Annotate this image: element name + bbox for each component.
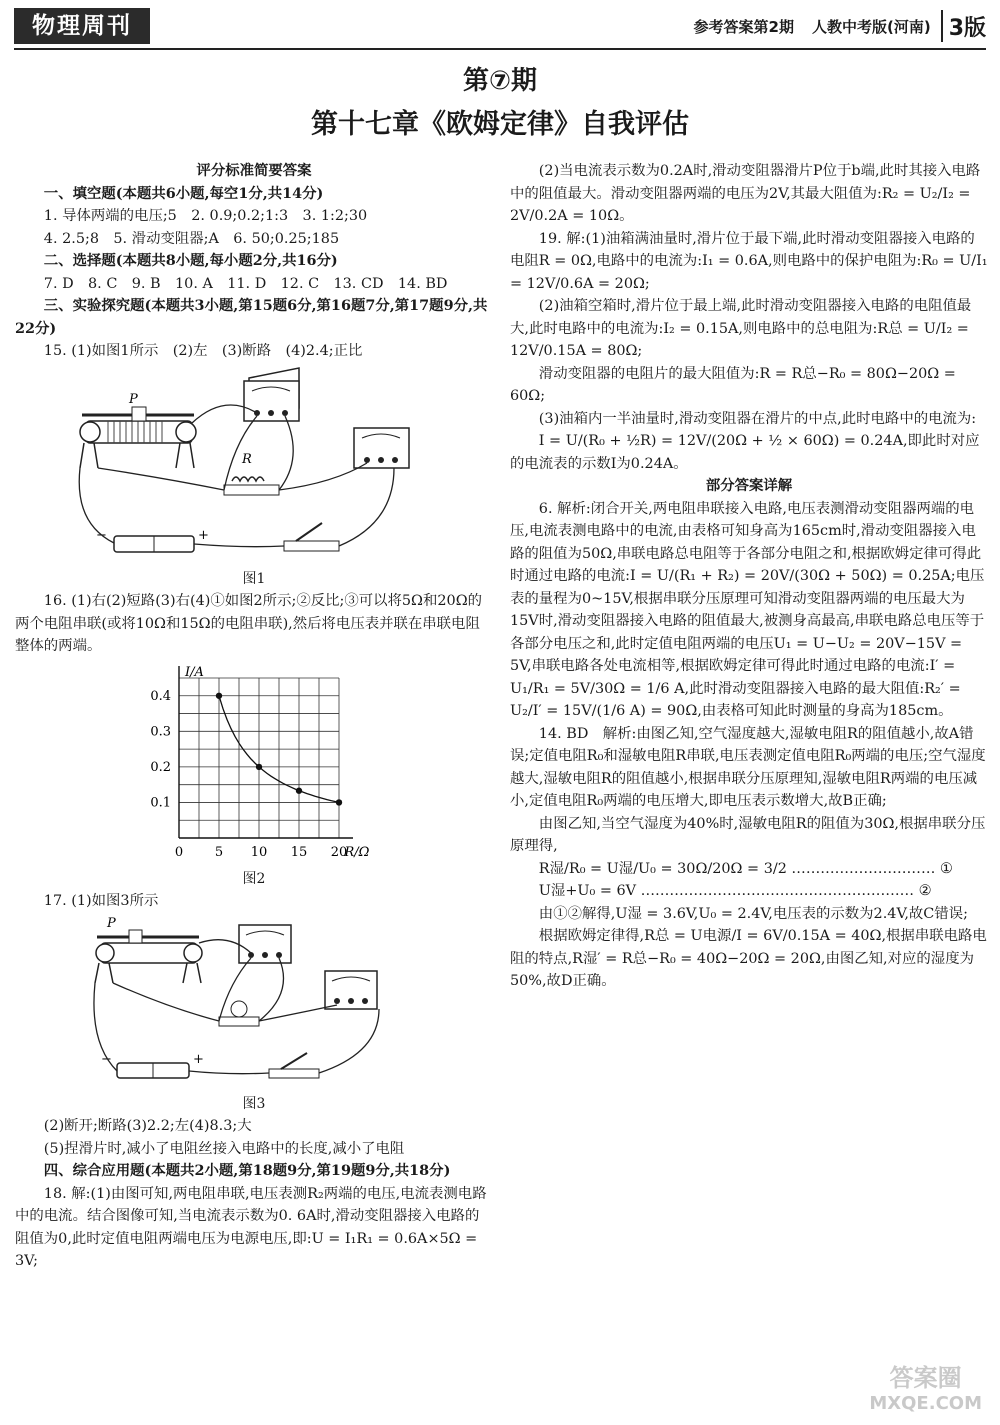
ammeter-icon bbox=[325, 971, 377, 1009]
issue-title: 第⑦期 bbox=[462, 66, 537, 96]
equation-1: R湿/R₀ = U湿/U₀ = 30Ω/20Ω = 3/2 ………………………… ① bbox=[538, 860, 953, 877]
y-tick-label: 0.2 bbox=[150, 759, 171, 775]
left-column bbox=[15, 160, 493, 1273]
header-rule bbox=[14, 48, 986, 50]
header-info bbox=[694, 8, 986, 44]
figure-3-caption: 图3 bbox=[242, 1095, 266, 1112]
voltmeter-icon bbox=[244, 368, 299, 421]
answer-q17b: (2)断开;断路(3)2.2;左(4)8.3;大 bbox=[43, 1118, 252, 1134]
label-p: P bbox=[107, 915, 116, 931]
explain-q14-c: 由①②解得,U湿 = 3.6V,U₀ = 2.4V,电压表的示数为2.4V,故C错误; bbox=[538, 905, 968, 922]
answer-line: 1. 导体两端的电压;5 2. 0.9;0.2;1:3 3. 1:2;30 bbox=[43, 208, 368, 224]
answer-q17: 17. (1)如图3所示 bbox=[43, 893, 159, 909]
y-axis-label: I/A bbox=[185, 664, 204, 680]
answer-line: 4. 2.5;8 5. 滑动变阻器;A 6. 50;0.25;185 bbox=[43, 230, 340, 247]
header-divider bbox=[941, 10, 943, 42]
voltmeter-icon bbox=[239, 925, 291, 963]
answer-q16: 16. (1)右(2)短路(3)右(4)①如图2所示;②反比;③可以将5Ω和20Ω的两个电阻串联(或将10Ω和15Ω的电阻串联),然后将电压表并联在串联电阻整体的两端。 bbox=[15, 593, 483, 654]
page-header bbox=[14, 8, 986, 44]
section-application: 四、综合应用题(本题共2小题,第18题9分,第19题9分,共18分) bbox=[43, 1162, 451, 1179]
figure-1-caption: 图1 bbox=[242, 570, 266, 587]
switch-icon bbox=[269, 1053, 319, 1078]
figure-2-caption: 图2 bbox=[242, 870, 266, 887]
y-tick-label: 0.1 bbox=[150, 794, 171, 810]
right-column bbox=[510, 160, 988, 993]
sub-heading: 部分答案详解 bbox=[705, 477, 793, 494]
section-experiment: 三、实验探究题(本题共3小题,第15题6分,第16题7分,第17题9分,共22分) bbox=[15, 297, 488, 337]
x-axis-label: R/Ω bbox=[344, 844, 369, 860]
ammeter-icon bbox=[354, 428, 409, 468]
switch-icon bbox=[284, 523, 339, 551]
answer-q17c: (5)捏滑片时,减小了电阻丝接入电路中的长度,减小了电阻 bbox=[43, 1140, 405, 1157]
data-point bbox=[336, 799, 342, 805]
data-point bbox=[256, 763, 262, 769]
label-minus: − bbox=[101, 1051, 112, 1067]
watermark-line1: 答案圈 bbox=[889, 1364, 962, 1392]
answer-line: 15. (1)如图1所示 (2)左 (3)断路 (4)2.4;正比 bbox=[43, 343, 363, 359]
answer-q19-max: 滑动变阻器的电阻片的最大阻值为:R = R总−R₀ = 80Ω−20Ω = 60Ω; bbox=[510, 365, 956, 404]
answer-q19-formula: I = U/(R₀ + ½R) = 12V/(20Ω + ½ × 60Ω) = 0.24A,即此时对应的电流表的示数I为0.24A。 bbox=[510, 433, 980, 472]
chapter-title: 第十七章《欧姆定律》自我评估 bbox=[311, 109, 689, 140]
answer-line: 7. D 8. C 9. B 10. A 11. D 12. C 13. CD 14. BD bbox=[43, 275, 448, 292]
x-tick-label: 20 bbox=[330, 844, 348, 860]
x-tick-label: 5 bbox=[214, 844, 224, 860]
battery-icon bbox=[117, 1063, 189, 1078]
figure-3-circuit bbox=[89, 913, 419, 1093]
watermark bbox=[869, 1365, 982, 1417]
figure-1-circuit bbox=[74, 363, 434, 568]
label-p: P bbox=[129, 391, 138, 407]
equation-2: U湿+U₀ = 6V ………………………………………………… ② bbox=[538, 883, 932, 899]
battery-icon bbox=[114, 536, 194, 552]
brand-label: 物理周刊 bbox=[14, 8, 150, 44]
label-r: R bbox=[242, 451, 252, 467]
section-heading: 评分标准简要答案 bbox=[196, 162, 312, 179]
section-fill-blank: 一、填空题(本题共6小题,每空1分,共14分) bbox=[43, 184, 324, 202]
watermark-line2: MXQE.COM bbox=[869, 1393, 982, 1414]
data-point bbox=[216, 692, 222, 698]
lamp-icon bbox=[219, 1001, 259, 1026]
label-plus: + bbox=[193, 1051, 204, 1067]
explain-q14-b: 由图乙知,当空气湿度为40%时,湿敏电阻R的阻值为30Ω,根据串联分压原理得, bbox=[510, 815, 986, 854]
answer-q19-part3: (3)油箱内一半油量时,滑动变阻器在滑片的中点,此时电路中的电流为: bbox=[538, 410, 977, 427]
answer-q19-part1: 19. 解:(1)油箱满油量时,滑片位于最下端,此时滑动变阻器接入电路的电阻R = 0Ω,电路中的电流为:I₁ = 0.6A,则电路中的保护电阻为:R₀ = U/I₁ = 12V/0.6A = 20Ω; bbox=[510, 230, 988, 292]
explain-q14-d: 根据欧姆定律得,R总 = U电源/I = 6V/0.15A = 40Ω,根据串联电路电阻的特点,R湿′ = R总−R₀ = 40Ω−20Ω = 20Ω,由图乙知,对应的湿度为50%,故D正确。 bbox=[510, 928, 987, 989]
resistor-icon bbox=[224, 477, 279, 495]
y-tick-label: 0.4 bbox=[150, 688, 171, 704]
answer-q19-part2: (2)油箱空箱时,滑片位于最上端,此时滑动变阻器接入电路的电阻值最大,此时电路中的电流为:I₂ = 0.15A,则电路中的总电阻为:R总 = U/I₂ = 12V/0.15A = 80Ω; bbox=[510, 298, 972, 359]
section-choice: 二、选择题(本题共8小题,每小题2分,共16分) bbox=[43, 252, 338, 269]
explain-q14: 14. BD 解析:由图乙知,空气湿度越大,湿敏电阻R的阻值越小,故A错误;定值电阻R₀和湿敏电阻R串联,电压表测定值电阻R₀两端的电压;空气湿度越大,湿敏电阻R的阻值越小,根据串联分压原理知,湿敏电阻R两端的电压减小,定值电阻R₀两端的电压增大,即电压表示数增大,故B正确; bbox=[510, 725, 986, 809]
figure-2-chart bbox=[139, 658, 369, 868]
explain-q6: 6. 解析:闭合开关,两电阻串联接入电路,电压表测滑动变阻器两端的电压,电流表测电路中的电流,由表格可知身高为165cm时,滑动变阻器接入电路的阻值为50Ω,串联电路总电阻等于各部分电阻之和,根据欧姆定律可得此时通过电路的电流:I = U/(R₁ + R₂) = 20V/(30Ω + 50Ω) = 0.25A;电压表的量程为0~15V,根据串联分压原理可知滑动变阻器两端的电压最大为15V时,滑动变阻器接入电路的阻值最大,被测身高最高,串联电路总电压等于各部分电压之和,此时定值电阻两端的电压U₁ = U−U₂ = 20V−15V = 5V,串联电路各处电流相等,根据欧姆定律可得此时通过电路的电流:I′ = U₁/R₁ = 5V/30Ω = 1/6 A,此时滑动变阻器接入电路的最大阻值:R₂′ = U₂/I′ = 15V/(1/6 A) = 90Ω,由表格可知此时测量的身高为185cm。 bbox=[510, 500, 985, 719]
y-tick-label: 0.3 bbox=[150, 723, 171, 739]
label-plus: + bbox=[198, 527, 209, 543]
answer-label: 参考答案第2期 bbox=[693, 17, 794, 36]
x-tick-label: 0 bbox=[174, 844, 184, 860]
label-minus: − bbox=[96, 527, 107, 543]
x-tick-label: 10 bbox=[250, 844, 268, 860]
page-number: 3版 bbox=[948, 15, 986, 41]
rheostat-icon bbox=[95, 930, 202, 983]
answer-q18: 18. 解:(1)由图可知,两电阻串联,电压表测R₂两端的电压,电流表测电路中的电流。结合图像可知,当电流表示数为0. 6A时,滑动变阻器接入电路的阻值为0,此时定值电阻两端电压为电源电压,即:U = I₁R₁ = 0.6A×5Ω = 3V; bbox=[15, 1185, 487, 1269]
data-point bbox=[296, 787, 302, 793]
x-tick-label: 15 bbox=[290, 844, 308, 860]
rheostat-icon bbox=[80, 407, 196, 468]
answer-q18-part2: (2)当电流表示数为0.2A时,滑动变阻器滑片P位于b端,此时其接入电路中的阻值最大。滑动变阻器两端的电压为2V,其最大阻值为:R₂ = U₂/I₂ = 2V/0.2A = 10Ω。 bbox=[510, 163, 981, 224]
edition-label: 人教中考版(河南) bbox=[811, 17, 931, 36]
